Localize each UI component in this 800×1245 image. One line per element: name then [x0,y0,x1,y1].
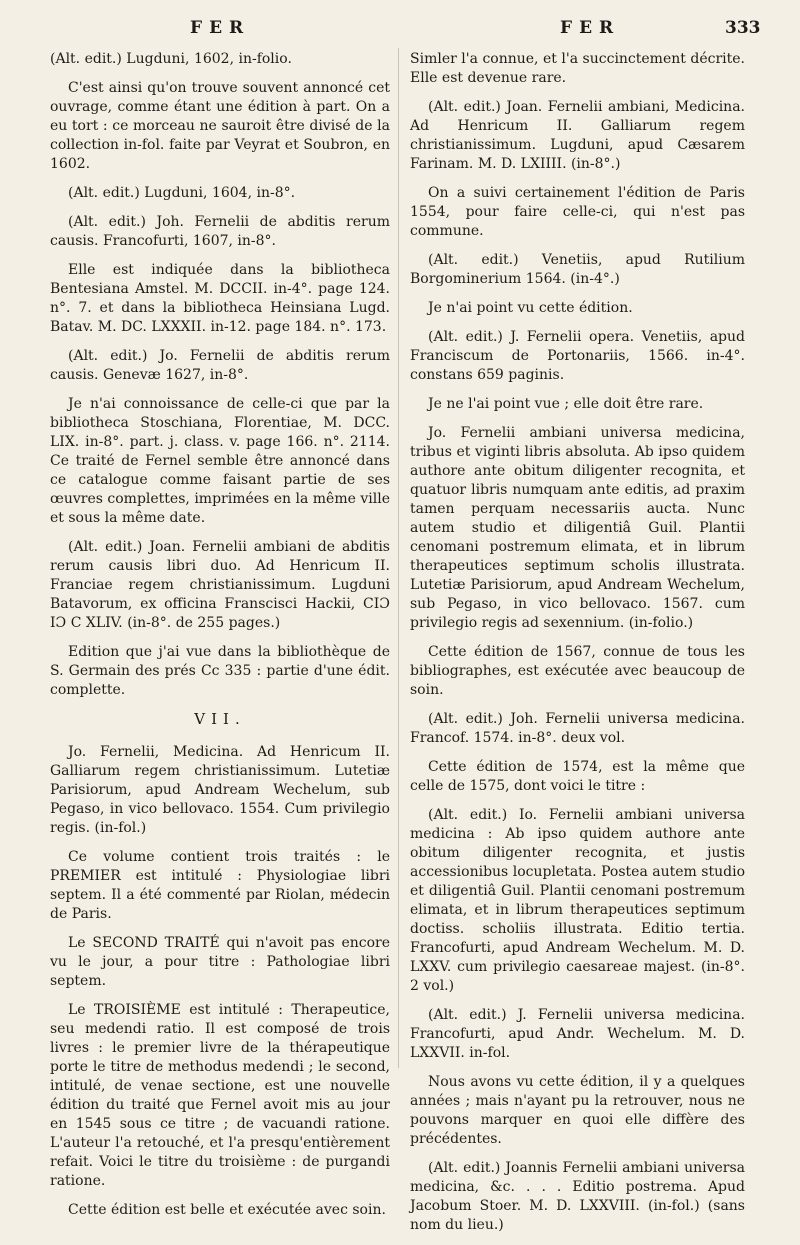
paragraph: C'est ainsi qu'on trouve souvent annoncé cet ouvrage, comme étant une édition à part. On a eu tort : ce morceau ne sauroit être divisé de la collection in-fol. faite par Veyrat et Soubron, en 1602. [50,80,390,172]
paragraph: Nous avons vu cette édition, il y a quelques années ; mais n'ayant pu la retrouver, nous ne pouvons marquer en quoi elle diffère des précédentes. [410,1074,745,1147]
paragraph: Jo. Fernelii ambiani universa medicina, tribus et viginti libris absoluta. Ab ipso quidem authore ante obitum diligenter recognita, et quatuor libris numquam ante editis, ad praxim tamen perquam necessariis aucta. Nunc autem studio et diligentiâ Guil. Plantii cenomani postremum elimata, et in librum therapeutices septimum scholis illustrata. Lutetiæ Parisiorum, apud Andream Wechelum, sub Pegaso, in vico bellovaco. 1567. cum privilegio regis ad sexennium. (in-folio.) [410,425,745,631]
paragraph: Jo. Fernelii, Medicina. Ad Henricum II. Galliarum regem christianissimum. Lutetiæ Parisiorum, apud Andream Wechelum, sub Pegaso, in vico bellovaco. 1554. Cum privilegio regis. (in-fol.) [50,744,390,836]
paragraph: (Alt. edit.) Venetiis, apud Rutilium Borgominerium 1564. (in-4°.) [410,252,745,287]
paragraph: Le SECOND TRAITÉ qui n'avoit pas encore vu le jour, a pour titre : Pathologiae libri septem. [50,935,390,989]
paragraph: Cette édition est belle et exécutée avec soin. [68,1202,386,1218]
paragraph: (Alt. edit.) Io. Fernelii ambiani universa medicina : Ab ipso quidem authore ante obitum diligenter recognita, et justis accessionibus locupletata. Postea autem studio et diligentiâ Guil. Plantii cenomani postremum elimata, et in librum therapeutices septimum doctiss. scholiis illustrata. Editio tertia. Francofurti, apud Andream Wechelum. M. D. LXXV. cum privilegio caesareae majest. (in-8°. 2 vol.) [410,807,745,994]
paragraph: (Alt. edit.) J. Fernelii opera. Venetiis, apud Franciscum de Portonariis, 1566. in-4°. constans 659 paginis. [410,329,745,383]
column-divider [398,48,399,1068]
running-head-right: FER [560,18,621,38]
paragraph: (Alt. edit.) Joh. Fernelii de abditis rerum causis. Francofurti, 1607, in-8°. [50,214,390,249]
paragraph: Ce volume contient trois traités : le PREMIER est intitulé : Physiologiae libri septem. Il a été commenté par Riolan, médecin de Paris. [50,849,390,922]
running-header [0,18,800,48]
paragraph: (Alt. edit.) Joan. Fernelii ambiani, Medicina. Ad Henricum II. Galliarum regem christianissimum. Lugduni, apud Cæsarem Farinam. M. D. LXIIII. (in-8°.) [410,99,745,172]
paragraph: Edition que j'ai vue dans la bibliothèque de S. Germain des prés Cc 335 : partie d'une édit. complette. [50,644,390,698]
paragraph: Elle est indiquée dans la bibliotheca Bentesiana Amstel. M. DCCII. in-4°. page 124. n°. 7. et dans la bibliotheca Heinsiana Lugd. Batav. M. DC. LXXXII. in-12. page 184. n°. 173. [50,262,390,335]
paragraph: (Alt. edit.) Joannis Fernelii ambiani universa medicina, &c. . . . Editio postrema. Apud Jacobum Stoer. M. D. LXXVIII. (in-fol.) (sans nom du lieu.) [410,1160,745,1233]
paragraph: Cette édition de 1574, est la même que celle de 1575, dont voici le titre : [410,759,745,794]
paragraph: (Alt. edit.) Joh. Fernelii universa medicina. Francof. 1574. in-8°. deux vol. [410,711,745,746]
paragraph: (Alt. edit.) Joan. Fernelii ambiani de abditis rerum causis libri duo. Ad Henricum II. Franciae regem christianissimum. Lugduni Batavorum, ex officina Franscisci Hackii, CIƆ IƆ C XLIV. (in-8°. de 255 pages.) [50,539,390,631]
section-heading: VII. [194,710,246,728]
paragraph: (Alt. edit.) Jo. Fernelii de abditis rerum causis. Genevæ 1627, in-8°. [50,348,390,383]
paragraph: (Alt. edit.) Lugduni, 1602, in-folio. [50,51,292,67]
paragraph: Je n'ai point vu cette édition. [428,300,633,316]
right-column [410,50,745,1245]
paragraph: Simler l'a connue, et l'a succinctement décrite. Elle est devenue rare. [410,51,745,86]
paragraph: (Alt. edit.) Lugduni, 1604, in-8°. [68,185,296,201]
paragraph: Cette édition de 1567, connue de tous les bibliographes, est exécutée avec beaucoup de soin. [410,644,745,698]
paragraph: Je n'ai connoissance de celle-ci que par la bibliotheca Stoschiana, Florentiae, M. DCC. LIX. in-8°. part. j. class. v. page 166. n°. 2114. Ce traité de Fernel semble être annoncé dans ce catalogue comme faisant partie de ses œuvres complettes, imprimées en la même ville et sous la même date. [50,396,390,526]
page-number: 333 [725,18,761,38]
running-head-left: FER [190,18,251,38]
paragraph: (Alt. edit.) J. Fernelii universa medicina. Francofurti, apud Andr. Wechelum. M. D. LXXVII. in-fol. [410,1007,745,1061]
paragraph: Je ne l'ai point vue ; elle doit être rare. [428,396,704,412]
paragraph: On a suivi certainement l'édition de Paris 1554, pour faire celle-ci, qui n'est pas commune. [410,185,745,239]
paragraph: Le TROISIÈME est intitulé : Therapeutice, seu medendi ratio. Il est composé de trois livres : le premier livre de la thérapeutique porte le titre de methodus medendi ; le second, intitulé, de venae sectione, est une nouvelle édition du traité que Fernel avoit mis au jour en 1545 sous ce titre ; de vacuandi ratione. L'auteur l'a retouché, et l'a presqu'entièrement refait. Voici le titre du troisième : de purgandi ratione. [50,1002,390,1189]
left-column [50,50,390,1230]
